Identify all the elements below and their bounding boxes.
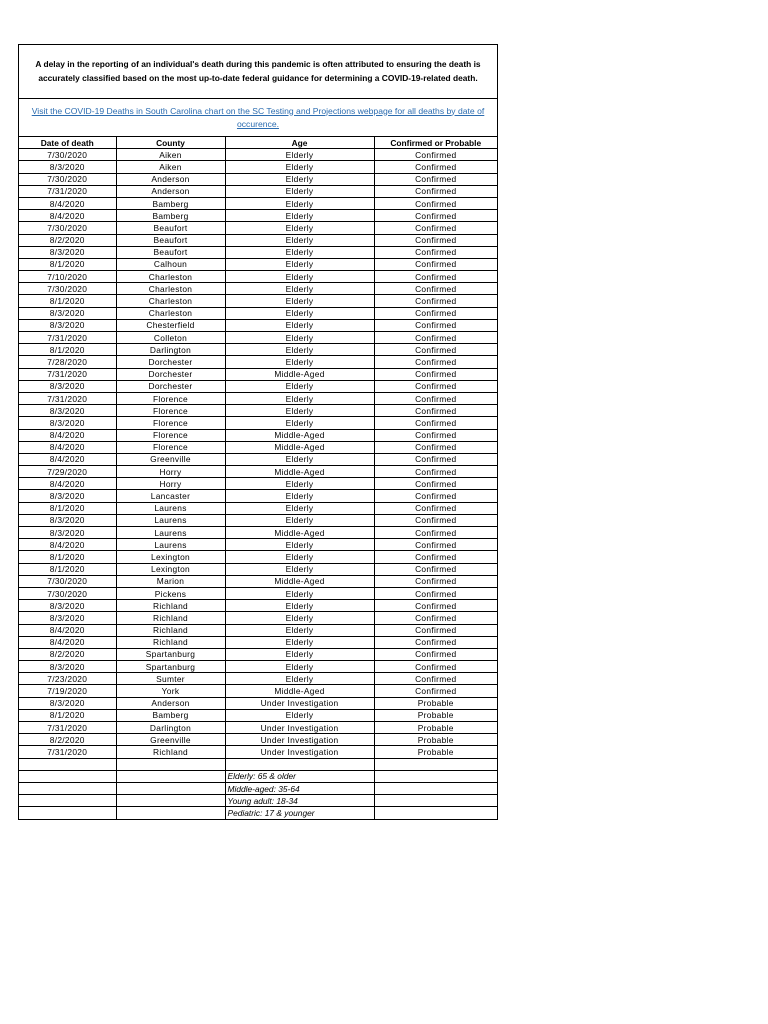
status-cell: Probable — [374, 722, 497, 734]
county-cell: Laurens — [116, 527, 225, 539]
age-cell: Elderly — [225, 490, 374, 502]
date-cell: 7/23/2020 — [19, 673, 116, 685]
table-row — [19, 344, 497, 356]
county-cell: Dorchester — [116, 356, 225, 368]
age-cell: Elderly — [225, 271, 374, 283]
date-cell: 7/30/2020 — [19, 575, 116, 587]
status-cell: Confirmed — [374, 673, 497, 685]
empty-cell — [19, 758, 116, 770]
age-legend-entry: Pediatric: 17 & younger — [225, 807, 374, 819]
age-cell: Elderly — [225, 478, 374, 490]
date-cell: 8/2/2020 — [19, 734, 116, 746]
table-row — [19, 405, 497, 417]
county-cell: Bamberg — [116, 197, 225, 209]
status-cell: Confirmed — [374, 185, 497, 197]
age-cell: Under Investigation — [225, 734, 374, 746]
date-cell: 7/19/2020 — [19, 685, 116, 697]
empty-cell — [374, 782, 497, 794]
status-cell: Probable — [374, 697, 497, 709]
county-cell: Lexington — [116, 551, 225, 563]
status-cell: Confirmed — [374, 600, 497, 612]
age-cell: Elderly — [225, 551, 374, 563]
table-header-row — [19, 137, 497, 149]
age-cell: Elderly — [225, 149, 374, 161]
status-cell: Confirmed — [374, 502, 497, 514]
status-cell: Probable — [374, 709, 497, 721]
status-cell: Confirmed — [374, 392, 497, 404]
date-cell: 8/3/2020 — [19, 600, 116, 612]
status-cell: Confirmed — [374, 161, 497, 173]
table-row — [19, 246, 497, 258]
status-cell: Confirmed — [374, 319, 497, 331]
date-cell: 7/30/2020 — [19, 587, 116, 599]
age-cell: Elderly — [225, 234, 374, 246]
age-cell: Middle-Aged — [225, 685, 374, 697]
age-cell: Elderly — [225, 197, 374, 209]
age-cell: Elderly — [225, 246, 374, 258]
table-row — [19, 283, 497, 295]
county-cell: Horry — [116, 466, 225, 478]
age-cell: Elderly — [225, 283, 374, 295]
status-cell: Confirmed — [374, 356, 497, 368]
column-header-status: Confirmed or Probable — [374, 137, 497, 149]
age-cell: Elderly — [225, 600, 374, 612]
age-cell: Elderly — [225, 380, 374, 392]
age-cell: Elderly — [225, 222, 374, 234]
date-cell: 8/4/2020 — [19, 441, 116, 453]
legend-row — [19, 807, 497, 819]
table-row — [19, 575, 497, 587]
date-cell: 7/31/2020 — [19, 722, 116, 734]
county-cell: Charleston — [116, 271, 225, 283]
county-cell: York — [116, 685, 225, 697]
county-cell: Anderson — [116, 185, 225, 197]
county-cell: Aiken — [116, 161, 225, 173]
status-cell: Confirmed — [374, 405, 497, 417]
blank-row — [19, 758, 497, 770]
county-cell: Marion — [116, 575, 225, 587]
date-cell: 8/4/2020 — [19, 539, 116, 551]
county-cell: Beaufort — [116, 246, 225, 258]
empty-cell — [116, 795, 225, 807]
date-cell: 8/1/2020 — [19, 258, 116, 270]
age-cell: Middle-Aged — [225, 575, 374, 587]
date-cell: 8/1/2020 — [19, 551, 116, 563]
date-cell: 8/3/2020 — [19, 490, 116, 502]
county-cell: Florence — [116, 441, 225, 453]
date-cell: 7/31/2020 — [19, 746, 116, 758]
status-cell: Confirmed — [374, 368, 497, 380]
county-cell: Bamberg — [116, 210, 225, 222]
age-cell: Under Investigation — [225, 746, 374, 758]
table-row — [19, 466, 497, 478]
age-cell: Elderly — [225, 661, 374, 673]
date-cell: 7/10/2020 — [19, 271, 116, 283]
status-cell: Confirmed — [374, 466, 497, 478]
table-body — [19, 149, 497, 819]
empty-cell — [116, 807, 225, 819]
county-cell: Darlington — [116, 722, 225, 734]
age-cell: Elderly — [225, 173, 374, 185]
table-row — [19, 295, 497, 307]
date-cell: 8/3/2020 — [19, 246, 116, 258]
county-cell: Calhoun — [116, 258, 225, 270]
county-cell: Charleston — [116, 283, 225, 295]
empty-cell — [374, 795, 497, 807]
age-cell: Middle-Aged — [225, 441, 374, 453]
county-cell: Greenville — [116, 734, 225, 746]
table-row — [19, 417, 497, 429]
date-cell: 7/30/2020 — [19, 283, 116, 295]
table-row — [19, 222, 497, 234]
date-cell: 8/3/2020 — [19, 307, 116, 319]
date-cell: 7/30/2020 — [19, 222, 116, 234]
table-row — [19, 197, 497, 209]
column-header-county: County — [116, 137, 225, 149]
age-cell: Elderly — [225, 258, 374, 270]
status-cell: Confirmed — [374, 307, 497, 319]
date-cell: 8/4/2020 — [19, 197, 116, 209]
table-row — [19, 149, 497, 161]
column-header-date: Date of death — [19, 137, 116, 149]
county-cell: Anderson — [116, 697, 225, 709]
age-cell: Elderly — [225, 417, 374, 429]
legend-row — [19, 795, 497, 807]
table-row — [19, 527, 497, 539]
county-cell: Aiken — [116, 149, 225, 161]
age-cell: Elderly — [225, 332, 374, 344]
county-cell: Chesterfield — [116, 319, 225, 331]
date-cell: 7/28/2020 — [19, 356, 116, 368]
status-cell: Confirmed — [374, 380, 497, 392]
date-cell: 8/3/2020 — [19, 380, 116, 392]
status-cell: Confirmed — [374, 441, 497, 453]
age-cell: Elderly — [225, 319, 374, 331]
county-cell: Pickens — [116, 587, 225, 599]
column-header-age: Age — [225, 137, 374, 149]
county-cell: Spartanburg — [116, 648, 225, 660]
status-cell: Confirmed — [374, 661, 497, 673]
empty-cell — [19, 807, 116, 819]
date-cell: 8/4/2020 — [19, 478, 116, 490]
table-row — [19, 685, 497, 697]
date-cell: 8/4/2020 — [19, 210, 116, 222]
status-cell: Confirmed — [374, 234, 497, 246]
age-cell: Elderly — [225, 161, 374, 173]
table-row — [19, 185, 497, 197]
age-cell: Elderly — [225, 210, 374, 222]
table-row — [19, 319, 497, 331]
status-cell: Confirmed — [374, 344, 497, 356]
date-cell: 8/4/2020 — [19, 624, 116, 636]
date-cell: 7/30/2020 — [19, 173, 116, 185]
county-cell: Florence — [116, 417, 225, 429]
table-row — [19, 356, 497, 368]
status-cell: Confirmed — [374, 453, 497, 465]
table-row — [19, 600, 497, 612]
date-cell: 8/3/2020 — [19, 161, 116, 173]
county-cell: Spartanburg — [116, 661, 225, 673]
table-row — [19, 612, 497, 624]
table-row — [19, 648, 497, 660]
county-cell: Richland — [116, 624, 225, 636]
county-cell: Florence — [116, 429, 225, 441]
table-row — [19, 563, 497, 575]
empty-cell — [116, 782, 225, 794]
status-cell: Confirmed — [374, 514, 497, 526]
county-cell: Anderson — [116, 173, 225, 185]
table-row — [19, 697, 497, 709]
county-cell: Richland — [116, 612, 225, 624]
table-row — [19, 624, 497, 636]
county-cell: Laurens — [116, 502, 225, 514]
empty-cell — [374, 807, 497, 819]
date-cell: 8/4/2020 — [19, 453, 116, 465]
age-legend-entry: Young adult: 18-34 — [225, 795, 374, 807]
county-cell: Dorchester — [116, 380, 225, 392]
date-cell: 8/3/2020 — [19, 527, 116, 539]
status-cell: Confirmed — [374, 587, 497, 599]
age-cell: Elderly — [225, 563, 374, 575]
status-cell: Confirmed — [374, 527, 497, 539]
table-row — [19, 161, 497, 173]
status-cell: Confirmed — [374, 197, 497, 209]
table-row — [19, 587, 497, 599]
table-row — [19, 636, 497, 648]
age-cell: Elderly — [225, 453, 374, 465]
status-cell: Confirmed — [374, 332, 497, 344]
empty-cell — [19, 782, 116, 794]
date-cell: 8/3/2020 — [19, 405, 116, 417]
status-cell: Confirmed — [374, 149, 497, 161]
date-cell: 8/3/2020 — [19, 417, 116, 429]
age-cell: Middle-Aged — [225, 466, 374, 478]
date-cell: 8/1/2020 — [19, 344, 116, 356]
age-cell: Elderly — [225, 539, 374, 551]
county-cell: Charleston — [116, 295, 225, 307]
status-cell: Confirmed — [374, 551, 497, 563]
age-cell: Elderly — [225, 587, 374, 599]
empty-cell — [116, 770, 225, 782]
county-cell: Darlington — [116, 344, 225, 356]
table-row — [19, 539, 497, 551]
table-row — [19, 514, 497, 526]
county-cell: Florence — [116, 405, 225, 417]
table-row — [19, 722, 497, 734]
age-legend-entry: Middle-aged: 35-64 — [225, 782, 374, 794]
county-cell: Richland — [116, 746, 225, 758]
county-cell: Laurens — [116, 514, 225, 526]
status-cell: Confirmed — [374, 210, 497, 222]
table-row — [19, 429, 497, 441]
empty-cell — [116, 758, 225, 770]
date-cell: 8/3/2020 — [19, 697, 116, 709]
status-cell: Confirmed — [374, 283, 497, 295]
table-row — [19, 734, 497, 746]
date-cell: 8/3/2020 — [19, 319, 116, 331]
age-cell: Under Investigation — [225, 697, 374, 709]
date-cell: 7/31/2020 — [19, 392, 116, 404]
status-cell: Confirmed — [374, 246, 497, 258]
age-cell: Elderly — [225, 514, 374, 526]
table-row — [19, 368, 497, 380]
status-cell: Confirmed — [374, 648, 497, 660]
table-row — [19, 746, 497, 758]
date-cell: 8/3/2020 — [19, 612, 116, 624]
status-cell: Confirmed — [374, 624, 497, 636]
deaths-sheet — [18, 44, 498, 820]
age-cell: Elderly — [225, 307, 374, 319]
age-cell: Elderly — [225, 405, 374, 417]
age-cell: Elderly — [225, 295, 374, 307]
age-cell: Elderly — [225, 648, 374, 660]
county-cell: Lexington — [116, 563, 225, 575]
date-cell: 7/31/2020 — [19, 185, 116, 197]
age-cell: Elderly — [225, 673, 374, 685]
status-cell: Confirmed — [374, 271, 497, 283]
status-cell: Confirmed — [374, 417, 497, 429]
date-cell: 8/3/2020 — [19, 514, 116, 526]
age-cell: Elderly — [225, 185, 374, 197]
table-row — [19, 441, 497, 453]
table-row — [19, 307, 497, 319]
status-cell: Confirmed — [374, 258, 497, 270]
table-row — [19, 173, 497, 185]
county-cell: Greenville — [116, 453, 225, 465]
empty-cell — [225, 758, 374, 770]
county-cell: Dorchester — [116, 368, 225, 380]
legend-row — [19, 782, 497, 794]
status-cell: Probable — [374, 746, 497, 758]
county-cell: Colleton — [116, 332, 225, 344]
county-cell: Sumter — [116, 673, 225, 685]
status-cell: Confirmed — [374, 490, 497, 502]
date-cell: 7/29/2020 — [19, 466, 116, 478]
county-cell: Laurens — [116, 539, 225, 551]
age-legend-entry: Elderly: 65 & older — [225, 770, 374, 782]
date-cell: 7/31/2020 — [19, 368, 116, 380]
age-cell: Elderly — [225, 344, 374, 356]
age-cell: Elderly — [225, 624, 374, 636]
county-cell: Richland — [116, 636, 225, 648]
county-cell: Bamberg — [116, 709, 225, 721]
age-cell: Elderly — [225, 502, 374, 514]
table-row — [19, 271, 497, 283]
table-row — [19, 380, 497, 392]
date-cell: 8/1/2020 — [19, 563, 116, 575]
county-cell: Beaufort — [116, 234, 225, 246]
date-cell: 8/4/2020 — [19, 429, 116, 441]
deaths-table — [19, 137, 497, 819]
age-cell: Middle-Aged — [225, 368, 374, 380]
empty-cell — [374, 770, 497, 782]
table-row — [19, 490, 497, 502]
status-cell: Confirmed — [374, 429, 497, 441]
date-cell: 8/4/2020 — [19, 636, 116, 648]
status-cell: Confirmed — [374, 636, 497, 648]
date-cell: 8/1/2020 — [19, 295, 116, 307]
age-cell: Elderly — [225, 709, 374, 721]
status-cell: Confirmed — [374, 563, 497, 575]
status-cell: Confirmed — [374, 612, 497, 624]
date-cell: 7/30/2020 — [19, 149, 116, 161]
table-row — [19, 258, 497, 270]
table-row — [19, 234, 497, 246]
status-cell: Confirmed — [374, 295, 497, 307]
status-cell: Probable — [374, 734, 497, 746]
legend-row — [19, 770, 497, 782]
reporting-delay-notice: A delay in the reporting of an individual's death during this pandemic is often attributed to ensuring the death is accurately classified based on the most up-to-date federal guidance for determining a COVID-19-related death. — [19, 45, 497, 99]
status-cell: Confirmed — [374, 222, 497, 234]
age-cell: Elderly — [225, 392, 374, 404]
status-cell: Confirmed — [374, 173, 497, 185]
date-cell: 8/2/2020 — [19, 648, 116, 660]
county-cell: Charleston — [116, 307, 225, 319]
table-row — [19, 709, 497, 721]
status-cell: Confirmed — [374, 539, 497, 551]
empty-cell — [19, 795, 116, 807]
date-cell: 8/2/2020 — [19, 234, 116, 246]
age-cell: Elderly — [225, 636, 374, 648]
table-row — [19, 392, 497, 404]
age-cell: Middle-Aged — [225, 527, 374, 539]
county-cell: Horry — [116, 478, 225, 490]
status-cell: Confirmed — [374, 575, 497, 587]
table-row — [19, 478, 497, 490]
status-cell: Confirmed — [374, 478, 497, 490]
age-cell: Elderly — [225, 356, 374, 368]
sc-testing-projections-link[interactable]: Visit the COVID-19 Deaths in South Carolina chart on the SC Testing and Projections webpage for all deaths by date of occurence. — [19, 99, 497, 137]
table-row — [19, 210, 497, 222]
status-cell: Confirmed — [374, 685, 497, 697]
table-row — [19, 502, 497, 514]
county-cell: Lancaster — [116, 490, 225, 502]
age-cell: Middle-Aged — [225, 429, 374, 441]
county-cell: Florence — [116, 392, 225, 404]
county-cell: Richland — [116, 600, 225, 612]
table-row — [19, 332, 497, 344]
table-row — [19, 551, 497, 563]
date-cell: 8/1/2020 — [19, 709, 116, 721]
date-cell: 8/1/2020 — [19, 502, 116, 514]
empty-cell — [374, 758, 497, 770]
table-row — [19, 661, 497, 673]
age-cell: Elderly — [225, 612, 374, 624]
empty-cell — [19, 770, 116, 782]
table-row — [19, 673, 497, 685]
date-cell: 8/3/2020 — [19, 661, 116, 673]
county-cell: Beaufort — [116, 222, 225, 234]
table-row — [19, 453, 497, 465]
age-cell: Under Investigation — [225, 722, 374, 734]
date-cell: 7/31/2020 — [19, 332, 116, 344]
